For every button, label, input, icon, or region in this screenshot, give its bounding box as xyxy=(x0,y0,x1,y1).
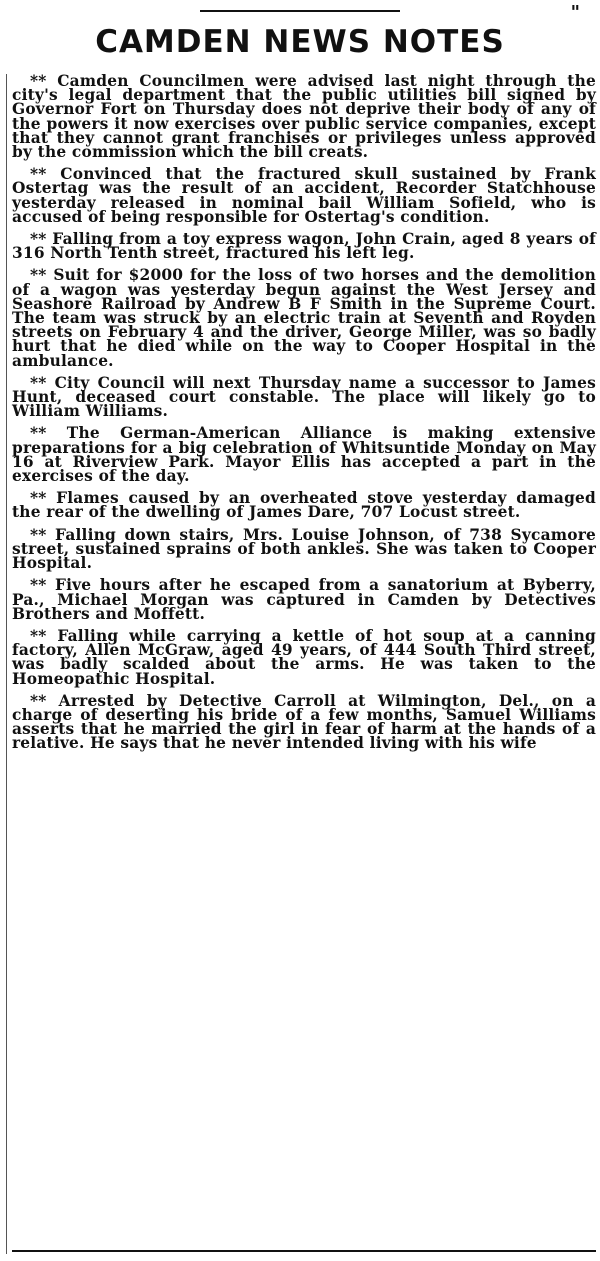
news-item-text: ** Convinced that the fractured skull sustained by Frank Ostertag was the result of an accident, Recorder Statchhouse yesterday released in nominal bail William Sofield, who is accused of being responsible for Ostertag's condition. xyxy=(12,165,596,226)
top-rule xyxy=(200,10,400,12)
news-item-text: ** Arrested by Detective Carroll at Wilmington, Del., on a charge of deserting his bride of a few months, Samuel Williams asserts that he married the girl in fear of harm at the hands of a relative. He says that he never intended living with his wife xyxy=(12,691,596,753)
news-item xyxy=(12,373,596,421)
news-column xyxy=(12,74,596,759)
news-item xyxy=(12,626,596,688)
news-item-text: ** Falling from a toy express wagon, John Crain, aged 8 years of 316 North Tenth street, fractured his left leg. xyxy=(12,230,596,263)
news-item-text: ** Falling while carrying a kettle of hot soup at a canning factory, Allen McGraw, aged 49 years, of 444 South Third street, was badly scalded about the arms. He was taken to the Homeopathic Hospital. xyxy=(12,626,596,688)
news-item-text: ** City Council will next Thursday name a successor to James Hunt, deceased court constable. The place will likely go to William Williams. xyxy=(12,373,596,421)
news-item xyxy=(12,72,596,162)
bottom-rule xyxy=(12,1250,596,1252)
news-item-text: ** Five hours after he escaped from a sanatorium at Byberry, Pa., Michael Morgan was captured in Camden by Detectives Brothers and Moffett. xyxy=(12,576,596,623)
news-item-text: ** The German-American Alliance is making extensive preparations for a big celebration of Whitsuntide Monday on May 16 at Riverview Park. Mayor Ellis has accepted a part in the exercises of the day. xyxy=(12,424,596,486)
news-item xyxy=(12,525,596,573)
headline: CAMDEN NEWS NOTES xyxy=(95,24,505,60)
corner-mark: " xyxy=(570,2,580,23)
news-item-text: ** Suit for $2000 for the loss of two horses and the demolition of a wagon was yesterday begun against the West Jersey and Seashore Railroad by Andrew B F Smith in the Supreme Court. The team was struck by an electric train at Seventh and Royden streets on February 4 and the driver, George Miller, was so badly hurt that he died while on the way to Cooper Hospital in the ambulance. xyxy=(12,266,596,370)
news-item-text: ** Falling down stairs, Mrs. Louise Johnson, of 738 Sycamore street, sustained sprains of both ankles. She was taken to Cooper Hospital. xyxy=(12,525,596,573)
news-item xyxy=(12,424,596,486)
news-item xyxy=(12,167,596,224)
news-item xyxy=(12,230,596,263)
news-item-text: ** Flames caused by an overheated stove yesterday damaged the rear of the dwelling of James Dare, 707 Locust street. xyxy=(12,489,596,522)
news-item xyxy=(12,266,596,370)
news-item xyxy=(12,691,596,753)
column-left-edge xyxy=(6,74,7,1254)
news-item xyxy=(12,578,596,621)
news-item-text: ** Camden Councilmen were advised last night through the city's legal department that the public utilities bill signed by Governor Fort on Thursday does not deprive their body of any of the powers it now exercises over public service companies, except that they cannot grant franchises or privileges unless approved by the commission which the bill creats. xyxy=(12,72,596,162)
news-item xyxy=(12,489,596,522)
